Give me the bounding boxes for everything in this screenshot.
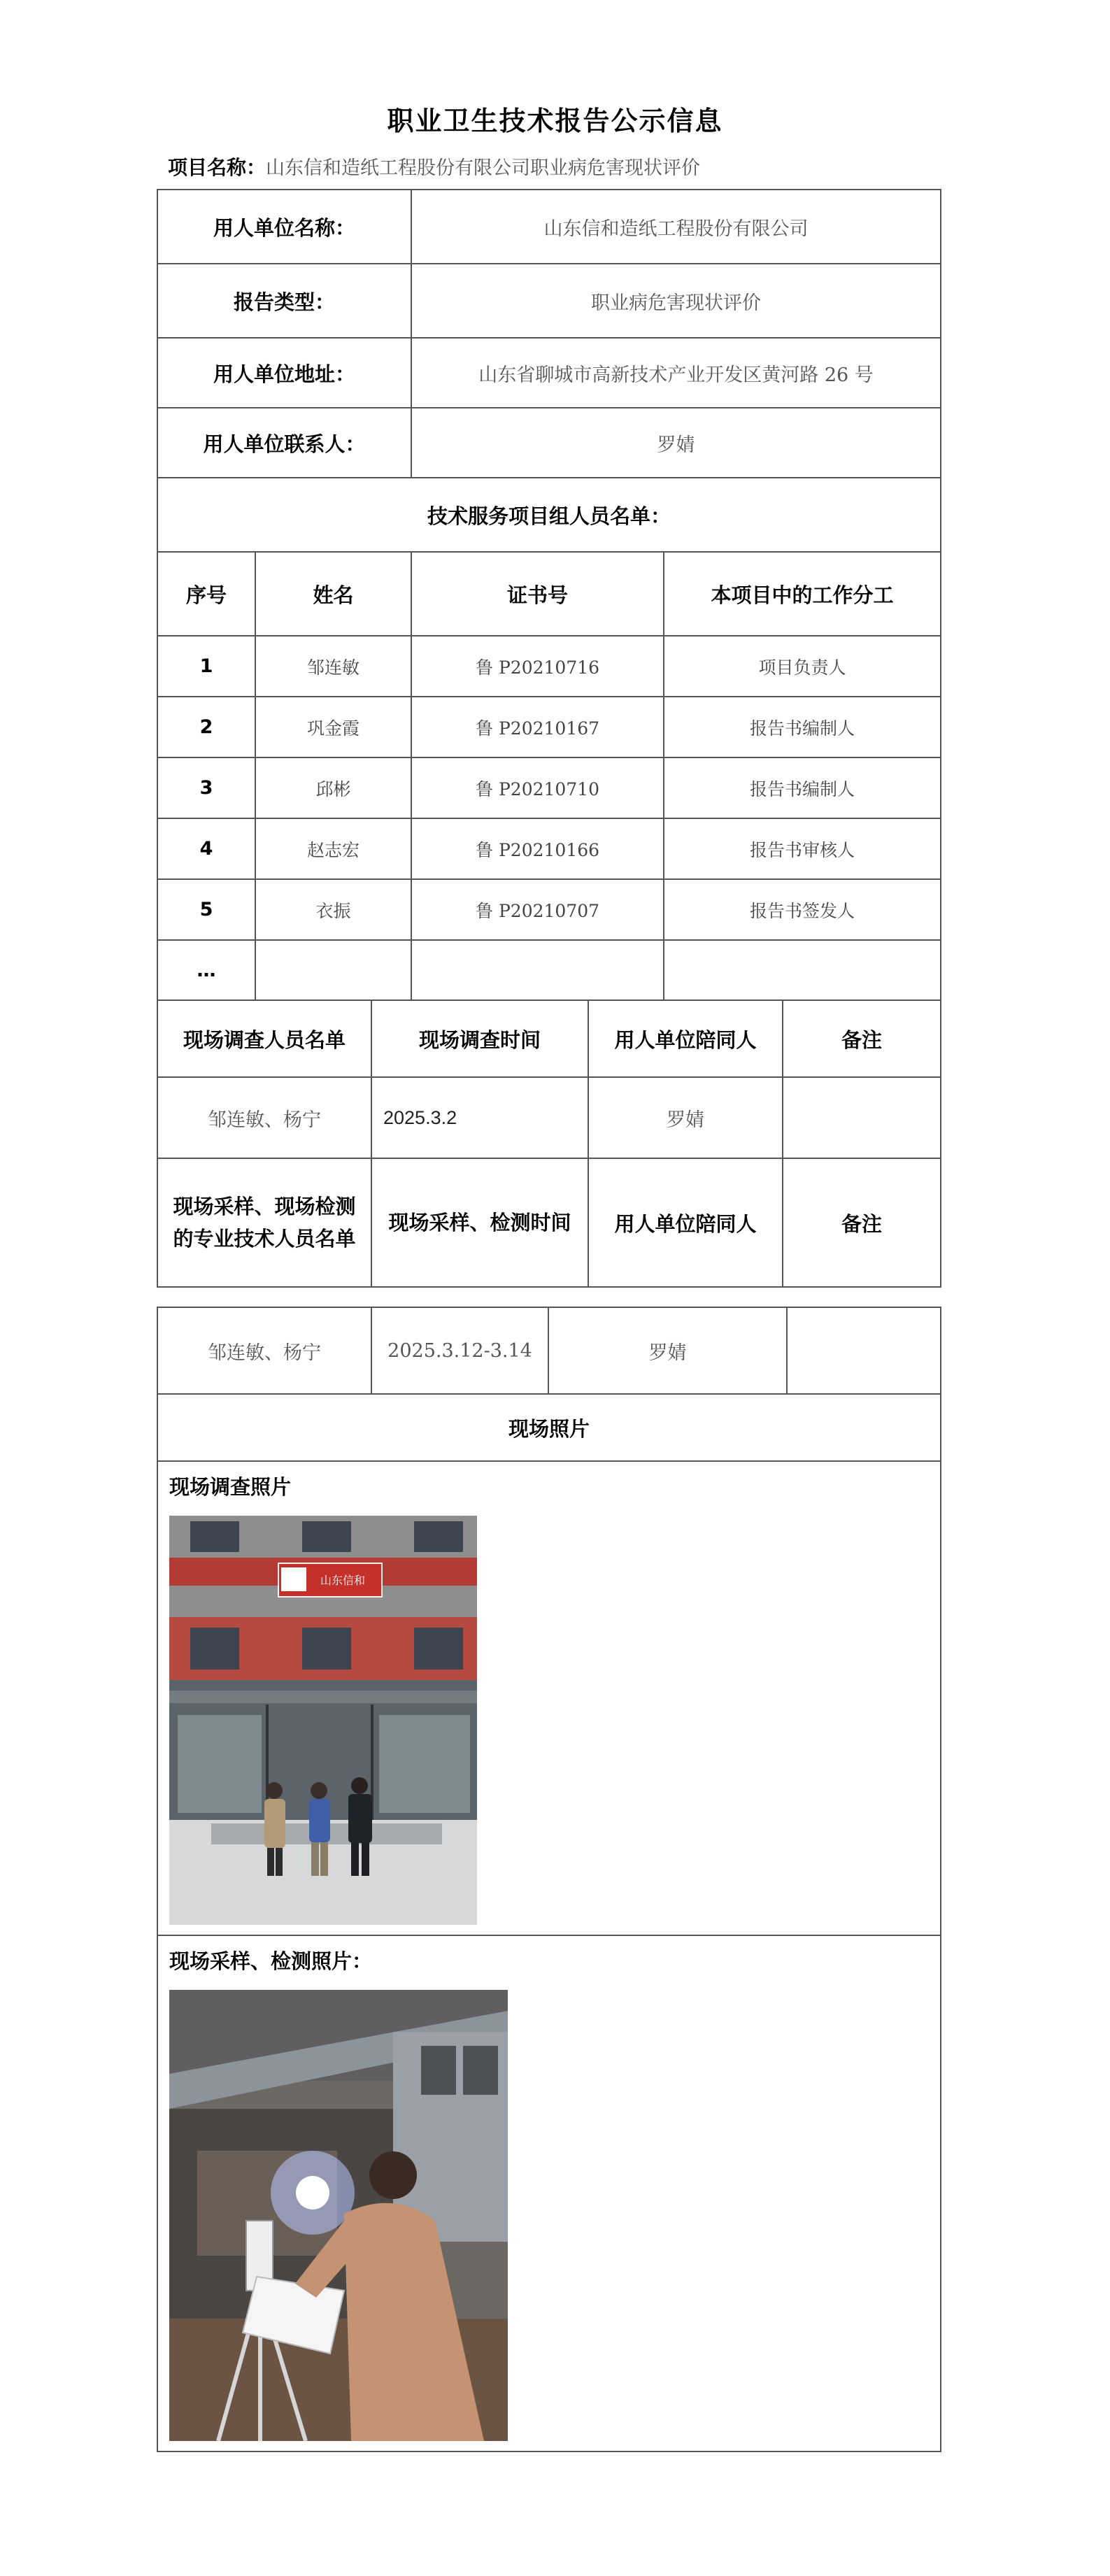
survey-photo-label: 现场调查照片	[169, 1475, 292, 1499]
team-header-cert: 证书号	[411, 552, 664, 636]
sampling-escort: 罗婧	[548, 1307, 787, 1394]
team-row-cert: 鲁 P20210716	[411, 636, 664, 697]
survey-remark	[783, 1077, 941, 1158]
survey-staff: 邹连敏、杨宁	[157, 1077, 371, 1158]
survey-time: 2025.3.2	[371, 1077, 588, 1158]
team-row-index: 3	[157, 757, 255, 818]
contact-value: 罗婧	[411, 408, 941, 478]
survey-escort: 罗婧	[588, 1077, 783, 1158]
team-header-index: 序号	[157, 552, 255, 636]
report-type-label: 报告类型：	[157, 264, 411, 338]
team-row-role: 报告书审核人	[664, 818, 941, 879]
team-row-index: …	[157, 940, 255, 1000]
project-value: 山东信和造纸工程股份有限公司职业病危害现状评价	[266, 157, 701, 179]
table-row	[157, 636, 941, 697]
photo-table	[157, 1307, 941, 2452]
team-row-cert: 鲁 P20210166	[411, 818, 664, 879]
report-info-table	[157, 189, 941, 1288]
sampling-header-remark: 备注	[783, 1158, 941, 1287]
building-sign: 山东信和	[320, 1574, 366, 1587]
survey-header-remark: 备注	[783, 1000, 941, 1077]
sampling-remark	[787, 1307, 941, 1394]
team-row-role: 报告书编制人	[664, 697, 941, 757]
photos-heading: 现场照片	[157, 1394, 941, 1461]
report-type-value: 职业病危害现状评价	[411, 264, 941, 338]
team-row-name: 邱彬	[255, 757, 411, 818]
table-row	[157, 879, 941, 940]
contact-label: 用人单位联系人：	[157, 408, 411, 478]
table-row	[157, 697, 941, 757]
sampling-header-time: 现场采样、检测时间	[371, 1158, 588, 1287]
survey-photo	[169, 1516, 477, 1925]
address-value: 山东省聊城市高新技术产业开发区黄河路 26 号	[411, 338, 941, 408]
table-row	[157, 940, 941, 1000]
sampling-staff: 邹连敏、杨宁	[157, 1307, 371, 1394]
team-header-role: 本项目中的工作分工	[664, 552, 941, 636]
team-row-role: 项目负责人	[664, 636, 941, 697]
sampling-header-escort: 用人单位陪同人	[588, 1158, 783, 1287]
team-row-name: 衣振	[255, 879, 411, 940]
page-title: 职业卫生技术报告公示信息	[387, 106, 723, 136]
team-row-name: 巩金霞	[255, 697, 411, 757]
sampling-photo-label: 现场采样、检测照片：	[169, 1949, 373, 1973]
team-row-name: 邹连敏	[255, 636, 411, 697]
address-label: 用人单位地址：	[157, 338, 411, 408]
survey-header-staff: 现场调查人员名单	[157, 1000, 371, 1077]
team-row-name: 赵志宏	[255, 818, 411, 879]
team-heading: 技术服务项目组人员名单：	[157, 478, 941, 552]
team-row-cert: 鲁 P20210167	[411, 697, 664, 757]
team-row-role	[664, 940, 941, 1000]
table-row	[157, 757, 941, 818]
team-row-cert: 鲁 P20210710	[411, 757, 664, 818]
team-row-role: 报告书编制人	[664, 757, 941, 818]
team-row-index: 2	[157, 697, 255, 757]
team-row-index: 4	[157, 818, 255, 879]
team-row-cert	[411, 940, 664, 1000]
team-row-role: 报告书签发人	[664, 879, 941, 940]
sampling-time: 2025.3.12-3.14	[371, 1307, 548, 1394]
team-row-index: 5	[157, 879, 255, 940]
sampling-photo-cell	[157, 1935, 941, 2452]
employer-name-label: 用人单位名称：	[157, 190, 411, 264]
survey-header-time: 现场调查时间	[371, 1000, 588, 1077]
team-row-cert: 鲁 P20210707	[411, 879, 664, 940]
table-row	[157, 818, 941, 879]
survey-header-escort: 用人单位陪同人	[588, 1000, 783, 1077]
project-name-line	[168, 152, 700, 180]
employer-name-value: 山东信和造纸工程股份有限公司	[411, 190, 941, 264]
sampling-photo	[169, 1990, 508, 2441]
survey-photo-cell	[157, 1461, 941, 1935]
team-header-name: 姓名	[255, 552, 411, 636]
team-row-name	[255, 940, 411, 1000]
project-label: 项目名称：	[168, 156, 266, 179]
sampling-header-staff: 现场采样、现场检测的专业技术人员名单	[157, 1158, 371, 1287]
team-row-index: 1	[157, 636, 255, 697]
